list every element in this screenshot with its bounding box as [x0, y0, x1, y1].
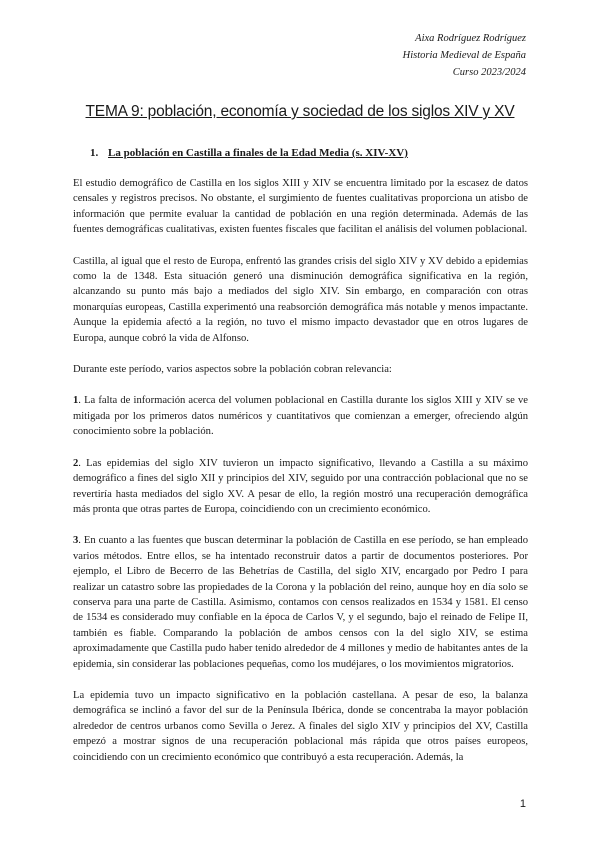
subject-name: Historia Medieval de España	[402, 50, 526, 61]
section-number: 1.	[90, 147, 99, 159]
numbered-item	[73, 533, 528, 672]
author-name: Aixa Rodríguez Rodríguez	[415, 33, 526, 44]
paragraph: Durante este período, varios aspectos sobre la población cobran relevancia:	[73, 364, 392, 376]
page-number: 1	[519, 798, 526, 810]
section-title: La población en Castilla a finales de la Edad Media (s. XIV-XV)	[108, 147, 408, 159]
document-body	[73, 176, 528, 781]
numbered-item	[73, 393, 528, 439]
paragraph: Castilla, al igual que el resto de Europa, enfrentó las grandes crisis del siglo XIV y XV debido a epidemias como la de 1348. Esta situación generó una disminución demográfica significativa en la región, alcanzando su punto más bajo a mediados del siglo XIV. Sin embargo, en comparación con otras monarquías europeas, Castilla experimentó una reabsorción demográfica más notable y menos impactante. Aunque la epidemia afectó a la región, no tuvo el mismo impacto devastador que en otros lugares de Europa, aunque cobró la vida de Alfonso.	[73, 255, 528, 344]
item-number: 1	[73, 395, 79, 407]
item-text: . La falta de información acerca del volumen poblacional en Castilla durante los siglos XIII y XIV se ve mitigada por los primeros datos numéricos y cuantitativos que comienzan a emerger, ofreciendo algún conocimiento sobre la población.	[73, 395, 528, 438]
page-title: TEMA 9: población, economía y sociedad de los siglos XIV y XV	[85, 103, 515, 120]
paragraph: La epidemia tuvo un impacto significativo en la población castellana. A pesar de eso, la balanza demográfica se inclinó a favor del sur de la Península Ibérica, donde se concentraba la mayor población alrededor de centros urbanos como Sevilla o Jerez. A finales del siglo XIV y principios del XV, Castilla empezó a mostrar signos de una recuperación poblacional más rápida que otros países europeos, coincidiendo con un crecimiento económico que contribuyó a esta recuperación. Además, la	[73, 689, 528, 763]
course-year: Curso 2023/2024	[452, 67, 526, 78]
item-number: 2	[73, 457, 79, 469]
numbered-item	[73, 456, 528, 518]
item-text: . En cuanto a las fuentes que buscan determinar la población de Castilla en ese período, se han empleado varios métodos. Entre ellos, se ha intentado reconstruir datos a partir de documentos posteriores. Por ejemplo, el Libro de Becerro de las Behetrías de Castilla, del siglo XIV, encargado por Pedro I para realizar un catastro sobre las propiedades de la Corona y la población del reino, aunque hoy en día solo se conserva para una parte de Castilla. Asimismo, contamos con censos realizados en 1534 y 1581. El censo de 1534 es considerado muy confiable en la época de Carlos V, y el segundo, bajo el reinado de Felipe II, también es fiable. Comparando la población de ambos censos con la del siglo XIV, se estima aproximadamente que Castilla pudo haber tenido alrededor de 4 millones y medio de habitantes antes de la epidemia, sin considerar las poblaciones pequeñas, como los mudéjares, o los movimientos migratorios.	[73, 535, 528, 670]
document-header	[403, 30, 526, 81]
section-heading	[90, 147, 408, 159]
paragraph: El estudio demográfico de Castilla en los siglos XIII y XIV se encuentra limitado por la escasez de datos censales y registros precisos. No obstante, el surgimiento de fuentes cualitativas proporciona un atisbo de información que permite evaluar la cantidad de población en una región determinada. Además de las fuentes demográficas cualitativas, existen fuentes fiscales que facilitan el análisis del volumen poblacional.	[73, 178, 528, 236]
item-number: 3	[73, 535, 79, 547]
item-text: . Las epidemias del siglo XIV tuvieron un impacto significativo, llevando a Castilla a su máximo demográfico a fines del siglo XII y principios del XIV, seguido por una contracción poblacional que no se revertiría hasta mediados del siglo XV. A pesar de ello, la región mostró una recuperación demográfica más pronta que otras partes de Europa, coincidiendo con un crecimiento económico.	[73, 457, 528, 515]
